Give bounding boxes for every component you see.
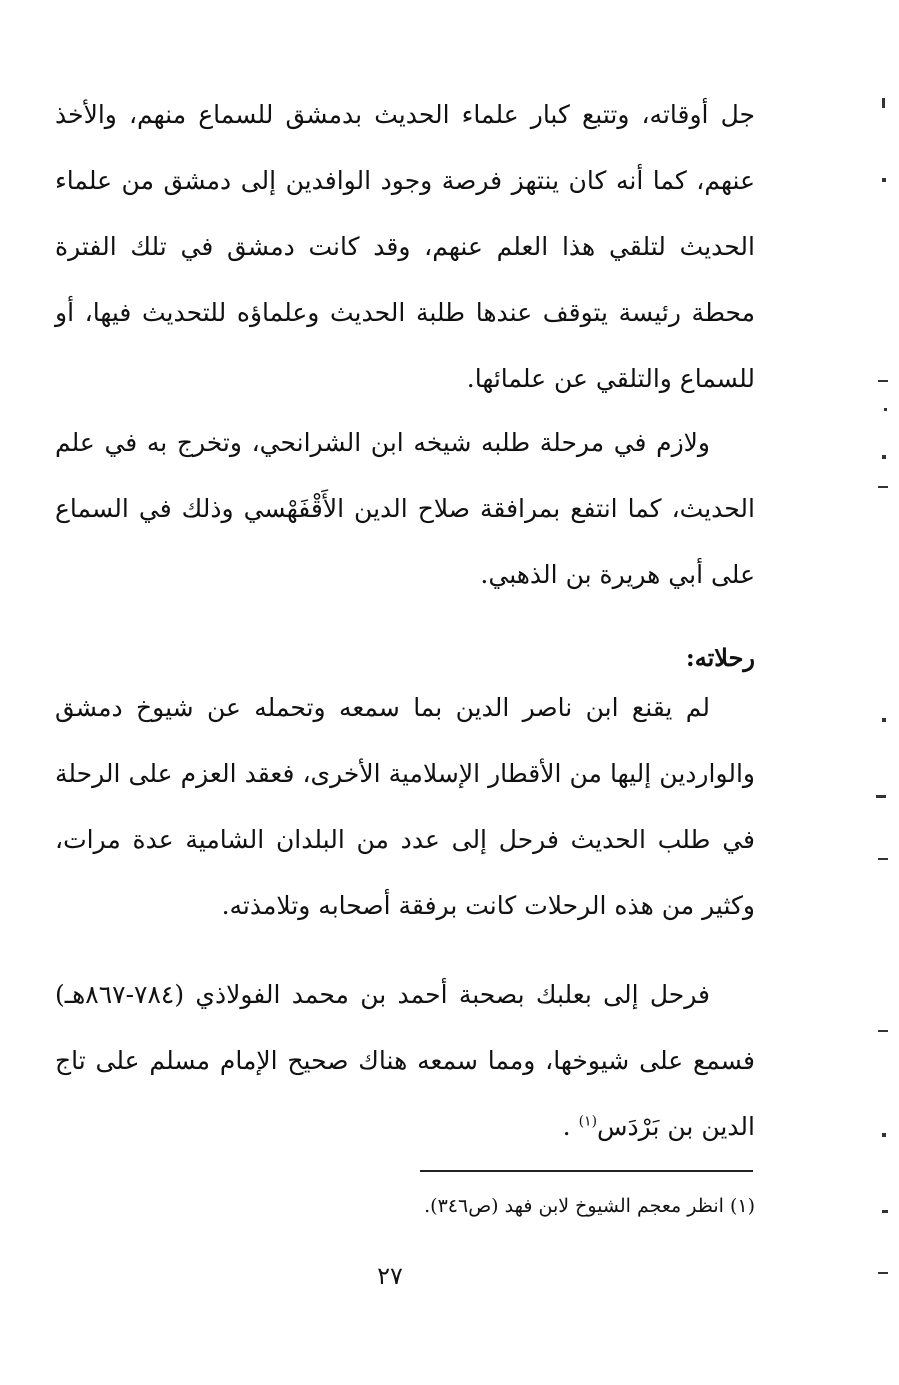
margin-mark [882,455,886,459]
paragraph-1-text: جل أوقاته، وتتبع كبار علماء الحديث بدمشق للسماع منهم، والأخذ عنهم، كما أنه كان ينتهز فرصة وجود الوافدين إلى دمشق من علماء الحديث لتلقي هذا العلم عنهم، وقد كانت دمشق في تلك الفترة محطة رئيسة يتوقف عندها طلبة الحديث وعلماؤه للتحديث فيها، أو للسماع والتلقي عن علمائها. [55,100,755,393]
footnote: (١) انظر معجم الشيوخ لابن فهد (ص٣٤٦). [424,1195,755,1217]
margin-mark [878,486,888,488]
paragraph-4 [55,962,755,1160]
paragraph-2 [55,410,755,608]
margin-mark [882,98,885,108]
margin-mark [882,178,886,182]
footnote-reference: (١) [578,1113,598,1130]
margin-mark [878,858,888,860]
margin-mark [882,1210,888,1213]
margin-mark [876,795,886,798]
margin-mark [882,718,886,722]
page-number: ٢٧ [377,1262,403,1290]
paragraph-2-text: ولازم في مرحلة طلبه شيخه ابن الشرانحي، وتخرج به في علم الحديث، كما انتفع بمرافقة صلاح الدين الأَقْفَهْسي وذلك في السماع على أبي هريرة بن الذهبي. [55,428,755,589]
paragraph-4-end: . [562,1112,571,1141]
margin-mark [884,408,887,411]
paragraph-3-text: لم يقنع ابن ناصر الدين بما سمعه وتحمله عن شيوخ دمشق والواردين إليها من الأقطار الإسلامية الأخرى، فعقد العزم على الرحلة في طلب الحديث فرحل إلى عدد من البلدان الشامية عدة مرات، وكثير من هذه الرحلات كانت برفقة أصحابه وتلامذته. [55,693,755,920]
paragraph-4-body: فرحل إلى بعلبك بصحبة أحمد بن محمد الفولاذي (٧٨٤-٨٦٧هـ) فسمع على شيوخها، ومما سمعه هناك صحيح الإمام مسلم على تاج الدين بن بَرْدَس [55,980,755,1141]
paragraph-1 [55,82,755,412]
paragraph-3 [55,675,755,939]
section-heading-text: رحلاته: [685,643,755,672]
footnote-divider [420,1170,753,1172]
margin-mark [878,380,888,382]
margin-mark [878,1030,888,1032]
margin-mark [878,1272,888,1274]
margin-mark [882,1133,886,1137]
paragraph-4-text [55,962,755,1160]
